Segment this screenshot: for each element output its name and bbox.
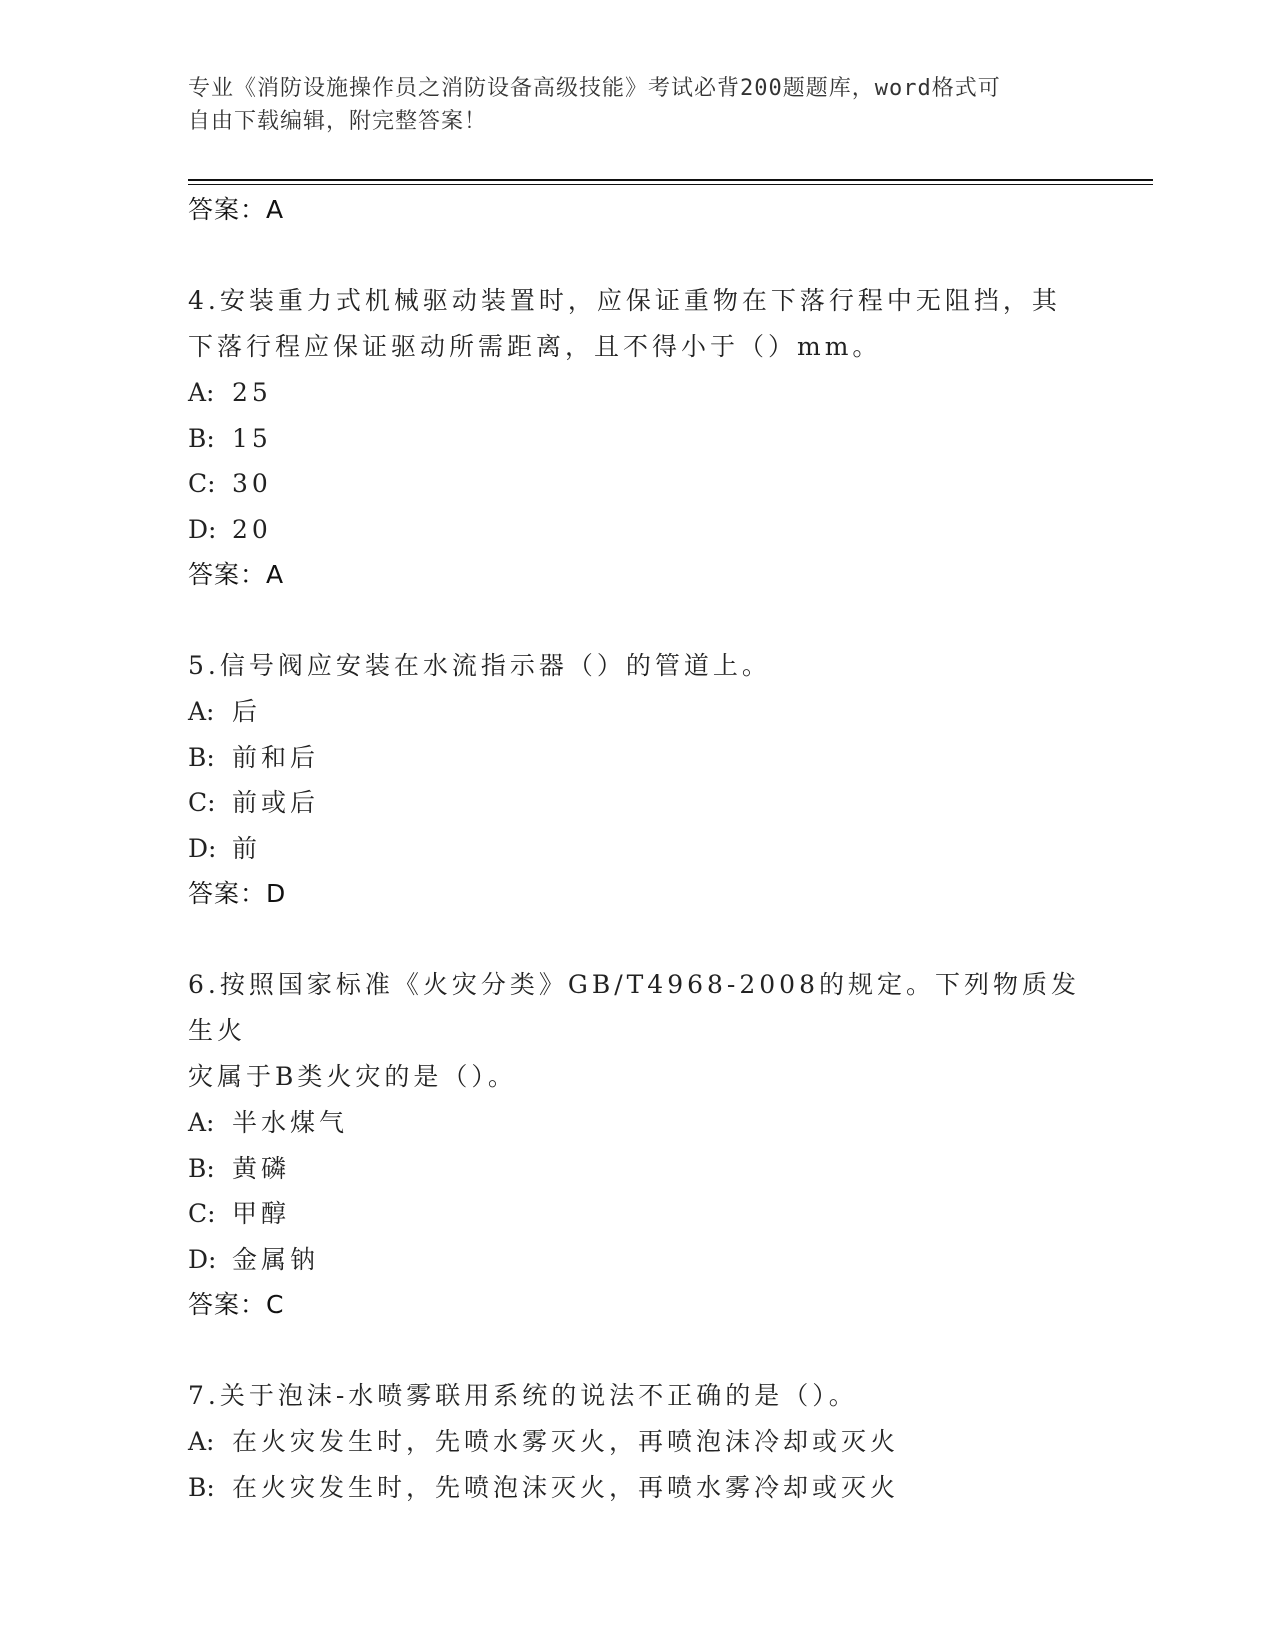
option-value: 20 [232,514,272,544]
spacer [188,598,1108,643]
option-value: 甲醇 [232,1199,291,1228]
option-key: A: [188,378,215,407]
question-block [188,962,1108,1328]
option-d [188,1237,1108,1283]
option-b [188,735,1108,781]
option-b [188,1465,1108,1511]
option-value: 金属钠 [232,1244,320,1274]
option-value: 在火灾发生时，先喷水雾灭火，再喷泡沫冷却或灭火 [232,1427,900,1456]
option-value: 黄磷 [232,1153,291,1183]
option-key: D: [188,514,217,544]
question-text-line: 4.安装重力式机械驱动装置时，应保证重物在下落行程中无阻挡，其 [188,286,1061,315]
option-c [188,1191,1108,1237]
option-key: A: [188,1108,215,1137]
option-value: 25 [232,378,272,407]
option-b [188,416,1108,462]
question-content [188,187,1108,1510]
question-text-line: 7.关于泡沫-水喷雾联用系统的说法不正确的是（）。 [188,1381,858,1410]
option-key: B: [188,742,215,772]
option-value: 在火灾发生时，先喷泡沫灭火，再喷水雾冷却或灭火 [232,1472,900,1502]
question-text-line: 6.按照国家标准《火灾分类》GB/T4968-2008的规定。下列物质发生火 [188,970,1080,1045]
spacer [188,1328,1108,1373]
spacer [188,233,1108,278]
question-block [188,278,1108,598]
header-line-2: 自由下载编辑，附完整答案！ [188,109,488,134]
question-text-line: 下落行程应保证驱动所需距离，且不得小于（）mm。 [188,332,882,361]
option-value: 后 [232,697,262,726]
option-b [188,1146,1108,1192]
option-a [188,1100,1108,1146]
option-c [188,780,1108,826]
option-value: 前 [232,833,262,863]
option-key: B: [188,423,215,453]
spacer [188,917,1108,962]
question-text-line: 5.信号阀应安装在水流指示器（）的管道上。 [188,651,771,680]
question-block [188,1373,1108,1510]
option-key: A: [188,697,215,726]
option-d [188,507,1108,553]
question-block [188,643,1108,917]
option-key: A: [188,1427,215,1456]
document-header [188,72,1068,138]
header-line-1: 专业《消防设施操作员之消防设备高级技能》考试必背200题题库，word格式可 [188,76,1001,101]
option-value: 前或后 [232,788,320,817]
option-key: D: [188,833,217,863]
option-key: C: [188,788,216,817]
option-key: B: [188,1153,215,1183]
answer-line: 答案：D [188,879,287,908]
header-rule-thick [188,179,1153,181]
option-value: 前和后 [232,742,320,772]
option-d [188,826,1108,872]
option-c [188,461,1108,507]
previous-answer: 答案：A [188,195,285,224]
option-key: C: [188,1199,216,1228]
option-value: 30 [232,469,272,498]
answer-line: 答案：C [188,1290,285,1319]
option-a [188,1419,1108,1465]
option-a [188,370,1108,416]
option-key: B: [188,1472,215,1502]
question-text-line: 灾属于B类火灾的是（）。 [188,1062,517,1091]
option-value: 15 [232,423,272,453]
option-value: 半水煤气 [232,1108,349,1137]
option-a [188,689,1108,735]
option-key: D: [188,1244,217,1274]
option-key: C: [188,469,216,498]
header-rule-thin [188,184,1153,185]
answer-line: 答案：A [188,560,285,589]
